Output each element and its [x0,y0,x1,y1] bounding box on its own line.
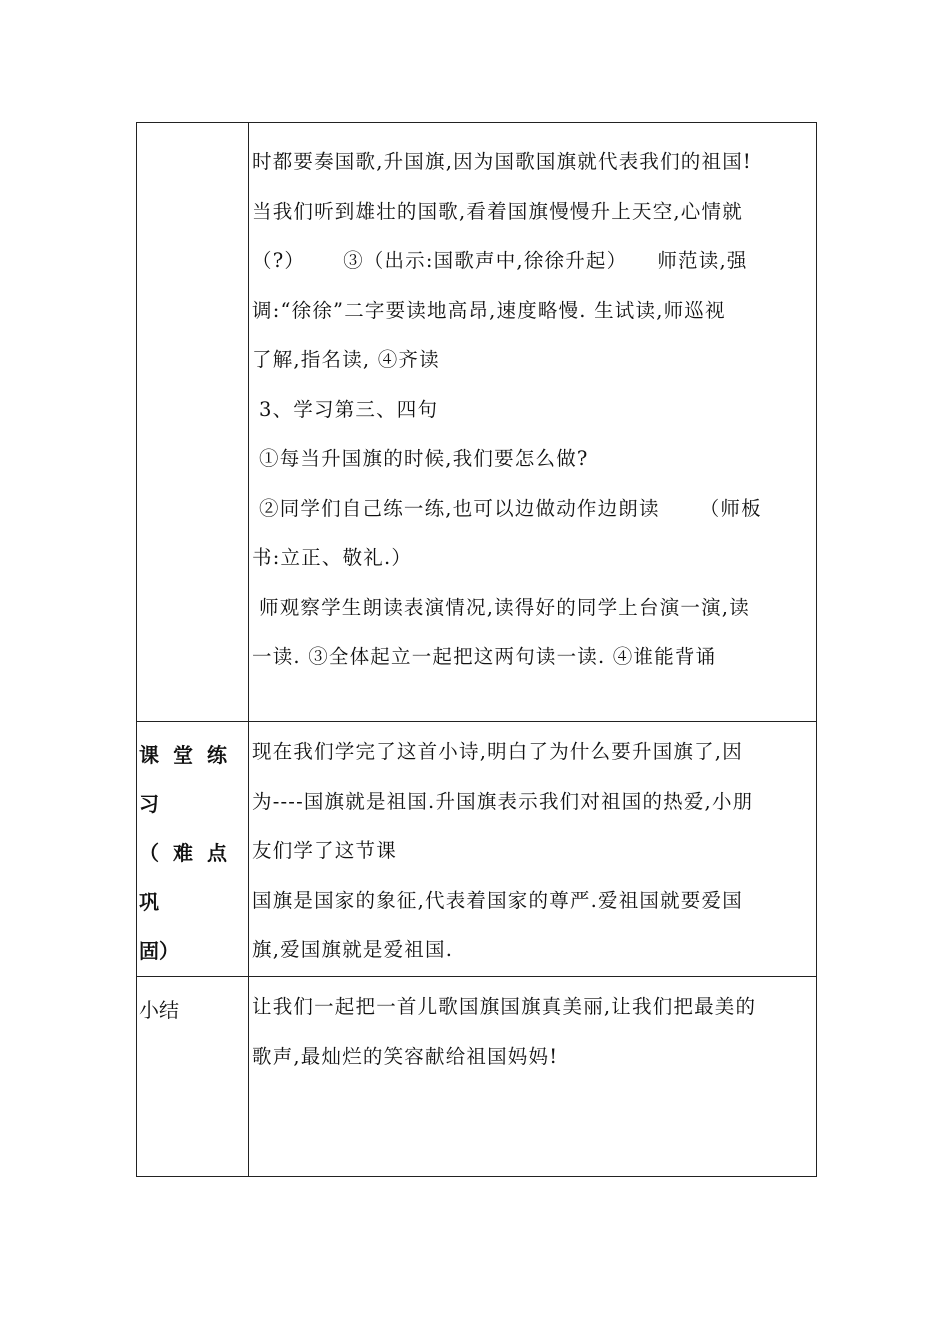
row-label: 课堂练习 [139,743,241,816]
text-line: 为----国旗就是祖国.升国旗表示我们对祖国的热爱,小朋 [252,789,754,813]
text-line: 师观察学生朗读表演情况,读得好的同学上台演一演,读 [259,595,750,619]
text-line: 一读. ③全体起立一起把这两句读一读. ④谁能背诵 [252,645,717,668]
row-content-cell [249,123,817,722]
text-segment: 师范读,强 [657,249,748,272]
row-label: （难点巩 [139,841,241,914]
table-row [137,977,817,1177]
text-line: 当我们听到雄壮的国歌,看着国旗慢慢升上天空,心情就 [252,199,743,223]
text-segment: （师板 [699,496,762,520]
text-line: ①每当升国旗的时候,我们要怎么做? [259,447,589,470]
row-content-cell [249,722,817,977]
row-content-cell [249,977,817,1177]
text-segment: ②同学们自己练一练,也可以边做动作边朗读 [259,496,660,520]
lesson-plan-table [136,122,817,1177]
row-label: 固） [139,939,179,963]
text-line: 了解,指名读, ④齐读 [252,348,440,371]
text-line: 书:立正、敬礼.） [252,546,413,569]
table-row [137,123,817,722]
text-line: 友们学了这节课 [252,839,397,862]
text-line: 国旗是国家的象征,代表着国家的尊严.爱祖国就要爱国 [252,888,743,912]
row-label: 小结 [139,998,179,1022]
text-line: 时都要奏国歌,升国旗,因为国歌国旗就代表我们的祖国! [252,150,752,173]
text-segment: ③（出示:国歌声中,徐徐升起） [343,249,628,272]
row-label-cell [137,123,249,722]
text-line [252,236,814,286]
text-line: 3、学习第三、四句 [259,397,439,421]
text-line: 让我们一起把一首儿歌国旗国旗真美丽,让我们把最美的 [252,995,757,1018]
text-line: 歌声,最灿烂的笑容献给祖国妈妈! [252,1044,559,1068]
row-label-cell [137,722,249,977]
text-segment: （?） [252,249,306,272]
text-line: 旗,爱国旗就是爱祖国. [252,938,454,961]
text-line: 现在我们学完了这首小诗,明白了为什么要升国旗了,因 [252,740,743,763]
row-label-cell [137,977,249,1177]
table-row [137,722,817,977]
text-line: 调:“徐徐”二字要读地高昂,速度略慢. 生试读,师巡视 [252,298,726,322]
text-line [252,484,814,534]
